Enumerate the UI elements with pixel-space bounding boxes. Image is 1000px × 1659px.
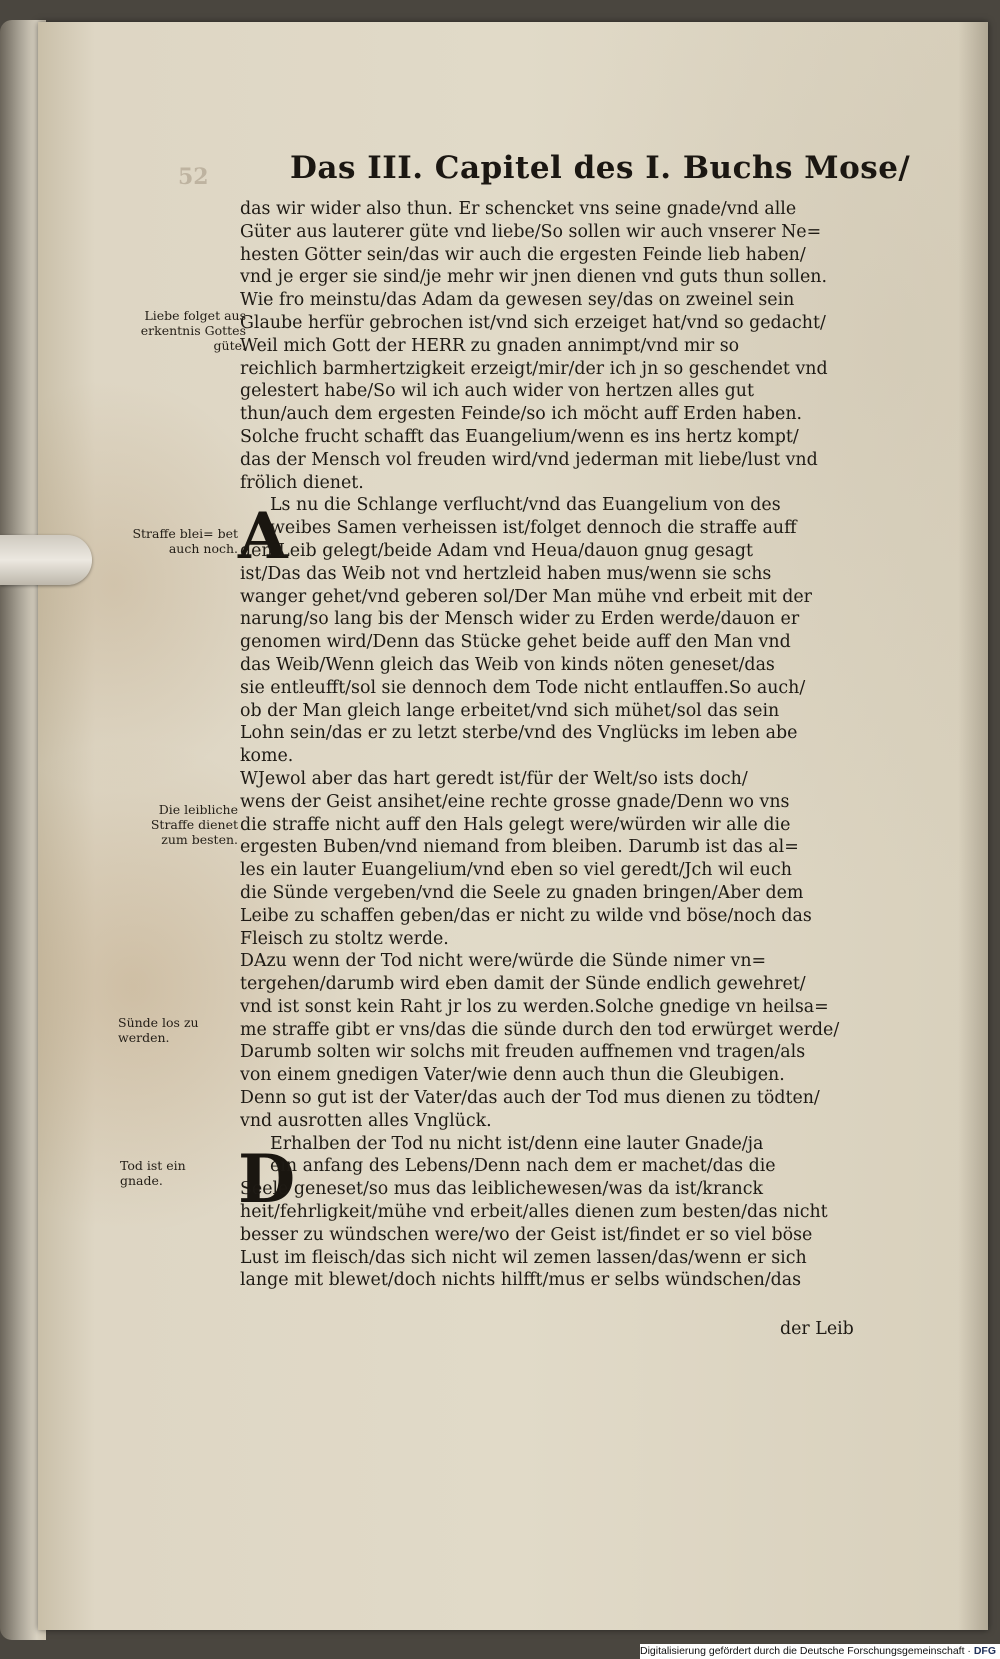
text-line: heit/fehrligkeit/mühe vnd erbeit/alles dienen zum besten/das nicht xyxy=(240,1202,828,1223)
text-line: frölich dienet. xyxy=(240,472,364,493)
text-line: me straffe gibt er vns/das die sünde durch den tod erwürget werde/ xyxy=(240,1019,840,1040)
text-line: hesten Götter sein/das wir auch die ergesten Feinde lieb haben/ xyxy=(240,244,806,265)
text-line: Ls nu die Schlange verflucht/vnd das Euangelium von des xyxy=(270,495,781,516)
show-through-page-number: 52 xyxy=(178,164,209,190)
text-line: wanger gehet/vnd geberen sol/Der Man mühe vnd erbeit mit der xyxy=(240,586,812,607)
margin-note-1: Liebe folget aus erkentnis Gottes güte. xyxy=(140,308,246,353)
text-line: Lust im fleisch/das sich nicht wil zemen lassen/das/wenn er sich xyxy=(240,1247,807,1268)
paragraph-5 xyxy=(240,1133,880,1293)
dfg-logo: DFG xyxy=(973,1645,997,1657)
margin-note-3: Die leibliche Straffe dienet zum besten. xyxy=(150,802,238,847)
text-line: Seele geneset/so mus das leiblichewesen/was da ist/kranck xyxy=(240,1179,764,1200)
text-line: Weil mich Gott der HERR zu gnaden annimpt/vnd mir so xyxy=(240,335,740,356)
text-line: les ein lauter Euangelium/vnd eben so viel geredt/Jch wil euch xyxy=(240,860,792,881)
text-line: das der Mensch vol freuden wird/vnd jederman mit liebe/lust vnd xyxy=(240,449,818,470)
bookmark-ribbon xyxy=(0,535,92,585)
text-line: vnd ist sonst kein Raht jr los zu werden.Solche gnedige vn heilsa= xyxy=(240,996,829,1017)
text-line: Güter aus lauterer güte vnd liebe/So sollen wir auch vnserer Ne= xyxy=(240,221,822,242)
text-line: besser zu wündschen were/wo der Geist ist/findet er so viel böse xyxy=(240,1224,813,1245)
margin-note-5: Tod ist ein gnade. xyxy=(120,1158,186,1188)
text-line: gelestert habe/So wil ich auch wider von hertzen alles gut xyxy=(240,381,754,402)
catchword: der Leib xyxy=(780,1319,854,1339)
text-line: Denn so gut ist der Vater/das auch der Tod mus dienen zu tödten/ xyxy=(240,1088,820,1109)
text-line: die straffe nicht auff den Hals gelegt were/würden wir alle die xyxy=(240,814,791,835)
text-line: DAzu wenn der Tod nicht were/würde die Sünde nimer vn= xyxy=(240,951,767,972)
text-line: tergehen/darumb wird eben damit der Sünde endlich gewehret/ xyxy=(240,974,806,995)
text-line: ergesten Buben/vnd niemand from bleiben. Darumb ist das al= xyxy=(240,837,799,858)
paragraph-4 xyxy=(240,950,880,1132)
text-line: die Sünde vergeben/vnd die Seele zu gnaden bringen/Aber dem xyxy=(240,882,804,903)
text-line: genomen wird/Denn das Stücke gehet beide auff den Man vnd xyxy=(240,632,791,653)
text-line: ob der Man gleich lange erbeitet/vnd sich mühet/sol das sein xyxy=(240,700,780,721)
text-line: reichlich barmhertzigkeit erzeigt/mir/der ich jn so geschendet vnd xyxy=(240,358,828,379)
text-line: WJewol aber das hart geredt ist/für der Welt/so ists doch/ xyxy=(240,768,748,789)
footer-credit xyxy=(640,1644,1000,1659)
body-text xyxy=(240,198,880,1292)
text-line: kome. xyxy=(240,746,294,767)
footer-text: Digitalisierung gefördert durch die Deutsche Forschungsgemeinschaft · xyxy=(640,1645,974,1657)
text-line: sie entleufft/sol sie dennoch dem Tode nicht entlauffen.So auch/ xyxy=(240,677,806,698)
text-line: von einem gnedigen Vater/wie denn auch thun die Gleubigen. xyxy=(240,1065,785,1086)
text-line: Glaube herfür gebrochen ist/vnd sich erzeiget hat/vnd so gedacht/ xyxy=(240,312,826,333)
text-line: vnd je erger sie sind/je mehr wir jnen dienen vnd guts thun sollen. xyxy=(240,267,828,288)
margin-note-4: Sünde los zu werden. xyxy=(118,1015,199,1045)
text-line: Fleisch zu stoltz werde. xyxy=(240,928,449,949)
text-line: Darumb solten wir solchs mit freuden auffnemen vnd tragen/als xyxy=(240,1042,806,1063)
text-line: den Leib gelegt/beide Adam vnd Heua/dauon gnug gesagt xyxy=(240,540,753,561)
margin-note-2: Straffe blei= bet auch noch. xyxy=(132,526,238,556)
dropcap-d: D xyxy=(238,1140,296,1218)
text-line: Erhalben der Tod nu nicht ist/denn eine lauter Gnade/ja xyxy=(270,1133,764,1154)
text-line: ist/Das das Weib not vnd hertzleid haben mus/wenn sie schs xyxy=(240,563,772,584)
text-line: Solche frucht schafft das Euangelium/wenn es ins hertz kompt/ xyxy=(240,426,799,447)
page-shadow xyxy=(958,22,988,1630)
text-line: lange mit blewet/doch nichts hilfft/mus er selbs wündschen/das xyxy=(240,1270,802,1291)
text-line: Lohn sein/das er zu letzt sterbe/vnd des Vnglücks im leben abe xyxy=(240,723,798,744)
text-line: narung/so lang bis der Mensch wider zu Erden werde/dauon er xyxy=(240,609,800,630)
dropcap-a: A xyxy=(238,499,288,574)
text-line: Leibe zu schaffen geben/das er nicht zu wilde vnd böse/noch das xyxy=(240,905,812,926)
paragraph-3 xyxy=(240,768,880,950)
text-line: vnd ausrotten alles Vnglück. xyxy=(240,1110,492,1131)
text-line: wens der Geist ansihet/eine rechte grosse gnade/Denn wo vns xyxy=(240,791,790,812)
text-line: ein anfang des Lebens/Denn nach dem er machet/das die xyxy=(270,1156,776,1177)
paragraph-1 xyxy=(240,198,880,494)
running-header: Das III. Capitel des I. Buchs Mose/ xyxy=(290,150,911,186)
text-line: weibes Samen verheissen ist/folget dennoch die straffe auff xyxy=(270,518,797,539)
text-line: das wir wider also thun. Er schencket vns seine gnade/vnd alle xyxy=(240,199,797,219)
text-line: thun/auch dem ergesten Feinde/so ich möcht auff Erden haben. xyxy=(240,404,803,425)
paragraph-2 xyxy=(240,494,880,768)
text-line: Wie fro meinstu/das Adam da gewesen sey/das on zweinel sein xyxy=(240,290,795,311)
text-line: das Weib/Wenn gleich das Weib von kinds nöten geneset/das xyxy=(240,654,775,675)
